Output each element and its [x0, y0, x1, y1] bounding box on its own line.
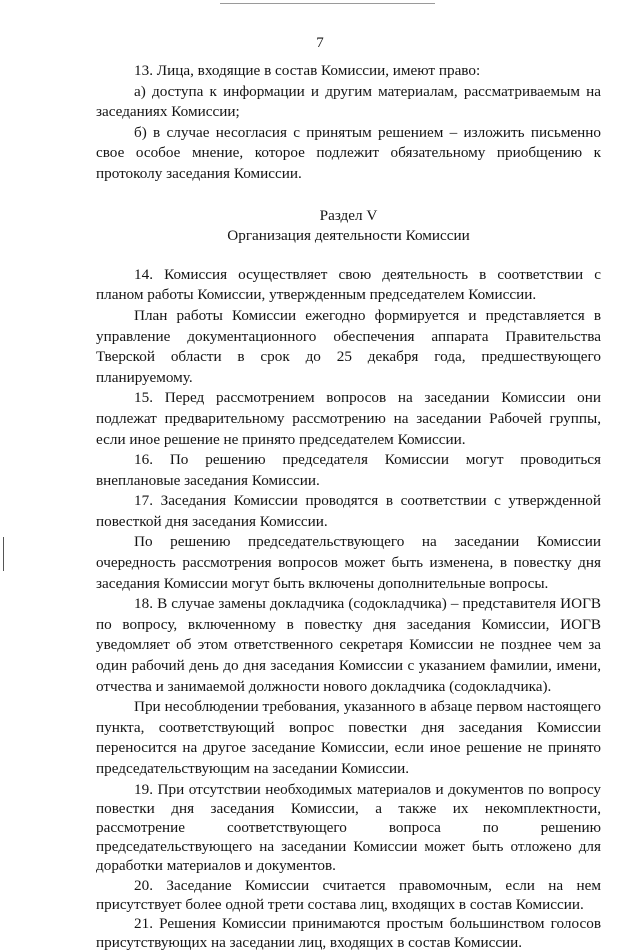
paragraph-17-order: По решению председательствующего на заседании Комиссии очередность рассмотрения вопросов может быть изменена, в повестку дня заседания Комиссии могут быть включены дополнительные вопросы. — [96, 533, 601, 592]
paragraph-15: 15. Перед рассмотрением вопросов на заседании Комиссии они подлежат предварительному рассмотрению на заседании Рабочей группы, если иное решение не принято председателем Комиссии. — [96, 389, 601, 448]
paragraph-21: 21. Решения Комиссии принимаются простым большинством голосов присутствующих на заседании лиц, входящих в состав Комиссии. — [96, 915, 601, 952]
paragraph-20: 20. Заседание Комиссии считается правомочным, если на нем присутствует более одной трети состава лиц, входящих в состав Комиссии. — [96, 876, 601, 913]
page-number: 7 — [316, 35, 324, 51]
paragraph-14: 14. Комиссия осуществляет свою деятельность в соответствии с планом работы Комиссии, утвержденным председателем Комиссии. — [96, 265, 601, 304]
scan-edge-line — [220, 3, 435, 4]
section-title: Организация деятельности Комиссии — [227, 227, 470, 245]
paragraph-16: 16. По решению председателя Комиссии могут проводиться внеплановые заседания Комиссии. — [96, 451, 601, 489]
paragraph-18: 18. В случае замены докладчика (содокладчика) – представителя ИОГВ по вопросу, включенному в повестку дня заседания Комиссии, ИОГВ уведомляет об этом ответственного секретаря Комиссии не позднее чем за один рабочий день до дня заседания Комиссии с указанием фамилии, имени, отчества и занимаемой должности нового докладчика (содокладчика). — [96, 595, 601, 695]
section-label: Раздел V — [319, 206, 378, 224]
paragraph-18-noncompliance: При несоблюдении требования, указанного в абзаце первом настоящего пункта, соответствующий вопрос повестки дня заседания Комиссии переносится на другое заседание Комиссии, если иное решение не принято председательствующим на заседании Комиссии. — [96, 698, 601, 777]
paragraph-13-intro: 13. Лица, входящие в состав Комиссии, имеют право: — [134, 62, 481, 79]
paragraph-13-a: а) доступа к информации и другим материалам, рассматриваемым на заседаниях Комиссии; — [96, 82, 601, 121]
document-body — [96, 61, 601, 952]
paragraph-17: 17. Заседания Комиссии проводятся в соответствии с утвержденной повесткой дня заседания Комиссии. — [96, 492, 601, 530]
paragraph-19: 19. При отсутствии необходимых материалов и документов по вопросу повестки дня заседания Комиссии, а также их некомплектности, рассмотрение соответствующего вопроса по решению председательствующего на заседании Комиссии может быть отложено для доработки материалов и документов. — [96, 780, 601, 875]
paragraph-13-b: б) в случае несогласия с принятым решением – изложить письменно свое особое мнение, которое подлежит обязательному приобщению к протоколу заседания Комиссии. — [96, 123, 601, 182]
scan-margin-mark — [3, 537, 4, 571]
paragraph-14-plan: План работы Комиссии ежегодно формируется и представляется в управление документационного обеспечения аппарата Правительства Тверской области в срок до 25 декабря года, предшествующего планируемому. — [96, 306, 601, 386]
